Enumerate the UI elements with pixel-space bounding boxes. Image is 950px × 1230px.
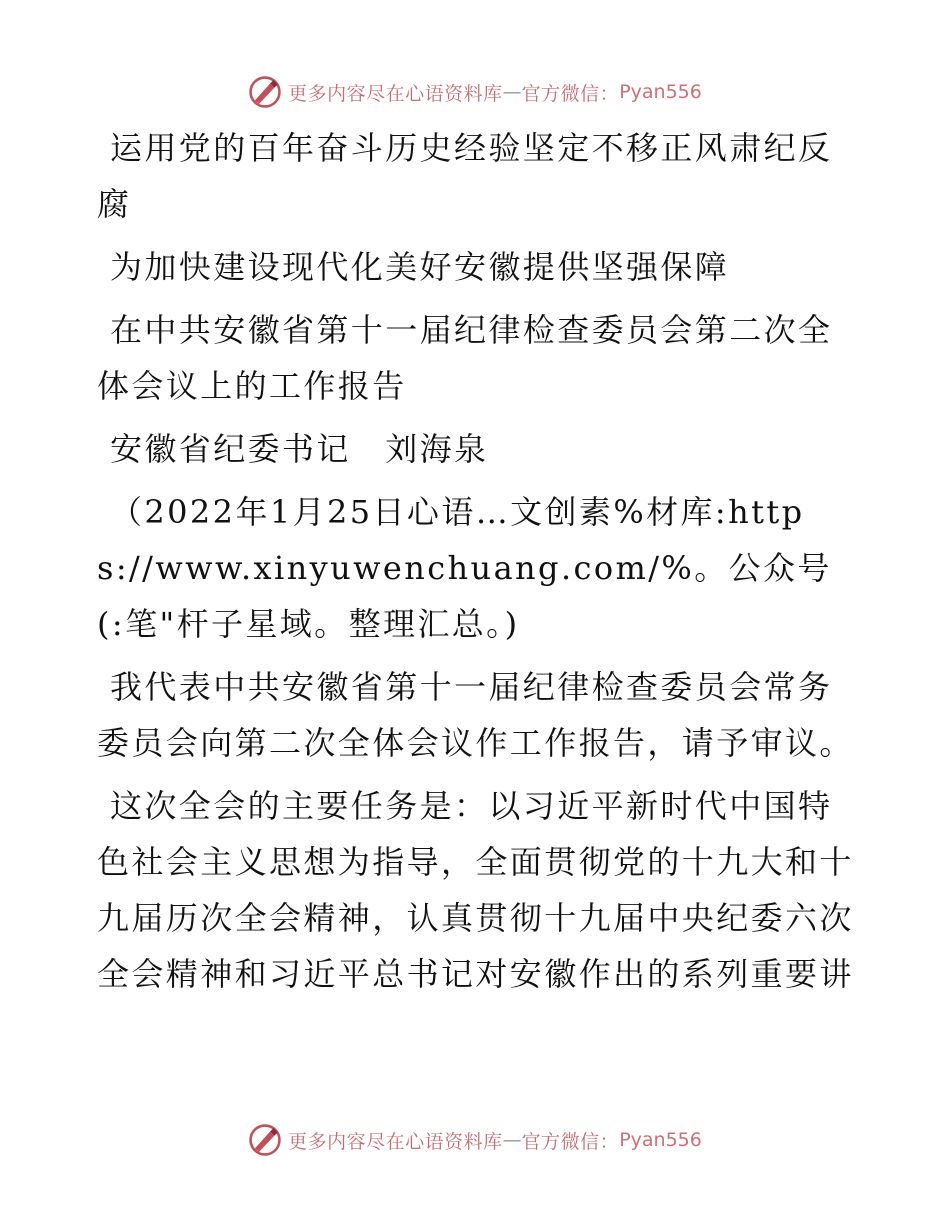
document-body xyxy=(97,120,857,1009)
header-watermark xyxy=(0,72,950,112)
body-paragraph: 这次全会的主要任务是：以习近平新时代中国特色社会主义思想为指导，全面贯彻党的十九大和十九届历次全会精神，认真贯彻十九届中央纪委六次全会精神和习近平总书记对安徽作出的系列重要讲 xyxy=(97,787,854,993)
document-subtitle: 为加快建设现代化美好安徽提供坚强保障 xyxy=(110,248,730,286)
watermark-separator: — xyxy=(502,81,522,103)
date-source-note: （2022年1月25日心语…文创素%材库:https://www.xinyuwenchuang.com/%。公众号(:笔"杆子星域。整理汇总。) xyxy=(97,493,832,643)
watermark-text: 更多内容尽在心语资料库 xyxy=(288,1130,503,1153)
body-paragraph: 我代表中共安徽省第十一届纪律检查委员会常务委员会向第二次全体会议作工作报告，请予审议。 xyxy=(97,668,854,762)
watermark-suffix: 官方微信： xyxy=(521,82,620,105)
report-author: 安徽省纪委书记 刘海泉 xyxy=(110,430,489,468)
pen-logo-icon xyxy=(248,1123,282,1157)
watermark-separator: — xyxy=(502,1129,522,1151)
document-title: 运用党的百年奋斗历史经验坚定不移正风肃纪反腐 xyxy=(97,129,833,223)
pen-logo-icon xyxy=(248,75,282,109)
watermark-account: Pyan556 xyxy=(619,1129,702,1151)
report-occasion: 在中共安徽省第十一届纪律检查委员会第二次全体会议上的工作报告 xyxy=(97,311,833,405)
watermark-account: Pyan556 xyxy=(619,81,702,103)
watermark-suffix: 官方微信： xyxy=(521,1130,620,1153)
watermark-text: 更多内容尽在心语资料库 xyxy=(288,82,503,105)
footer-watermark xyxy=(0,1120,950,1160)
